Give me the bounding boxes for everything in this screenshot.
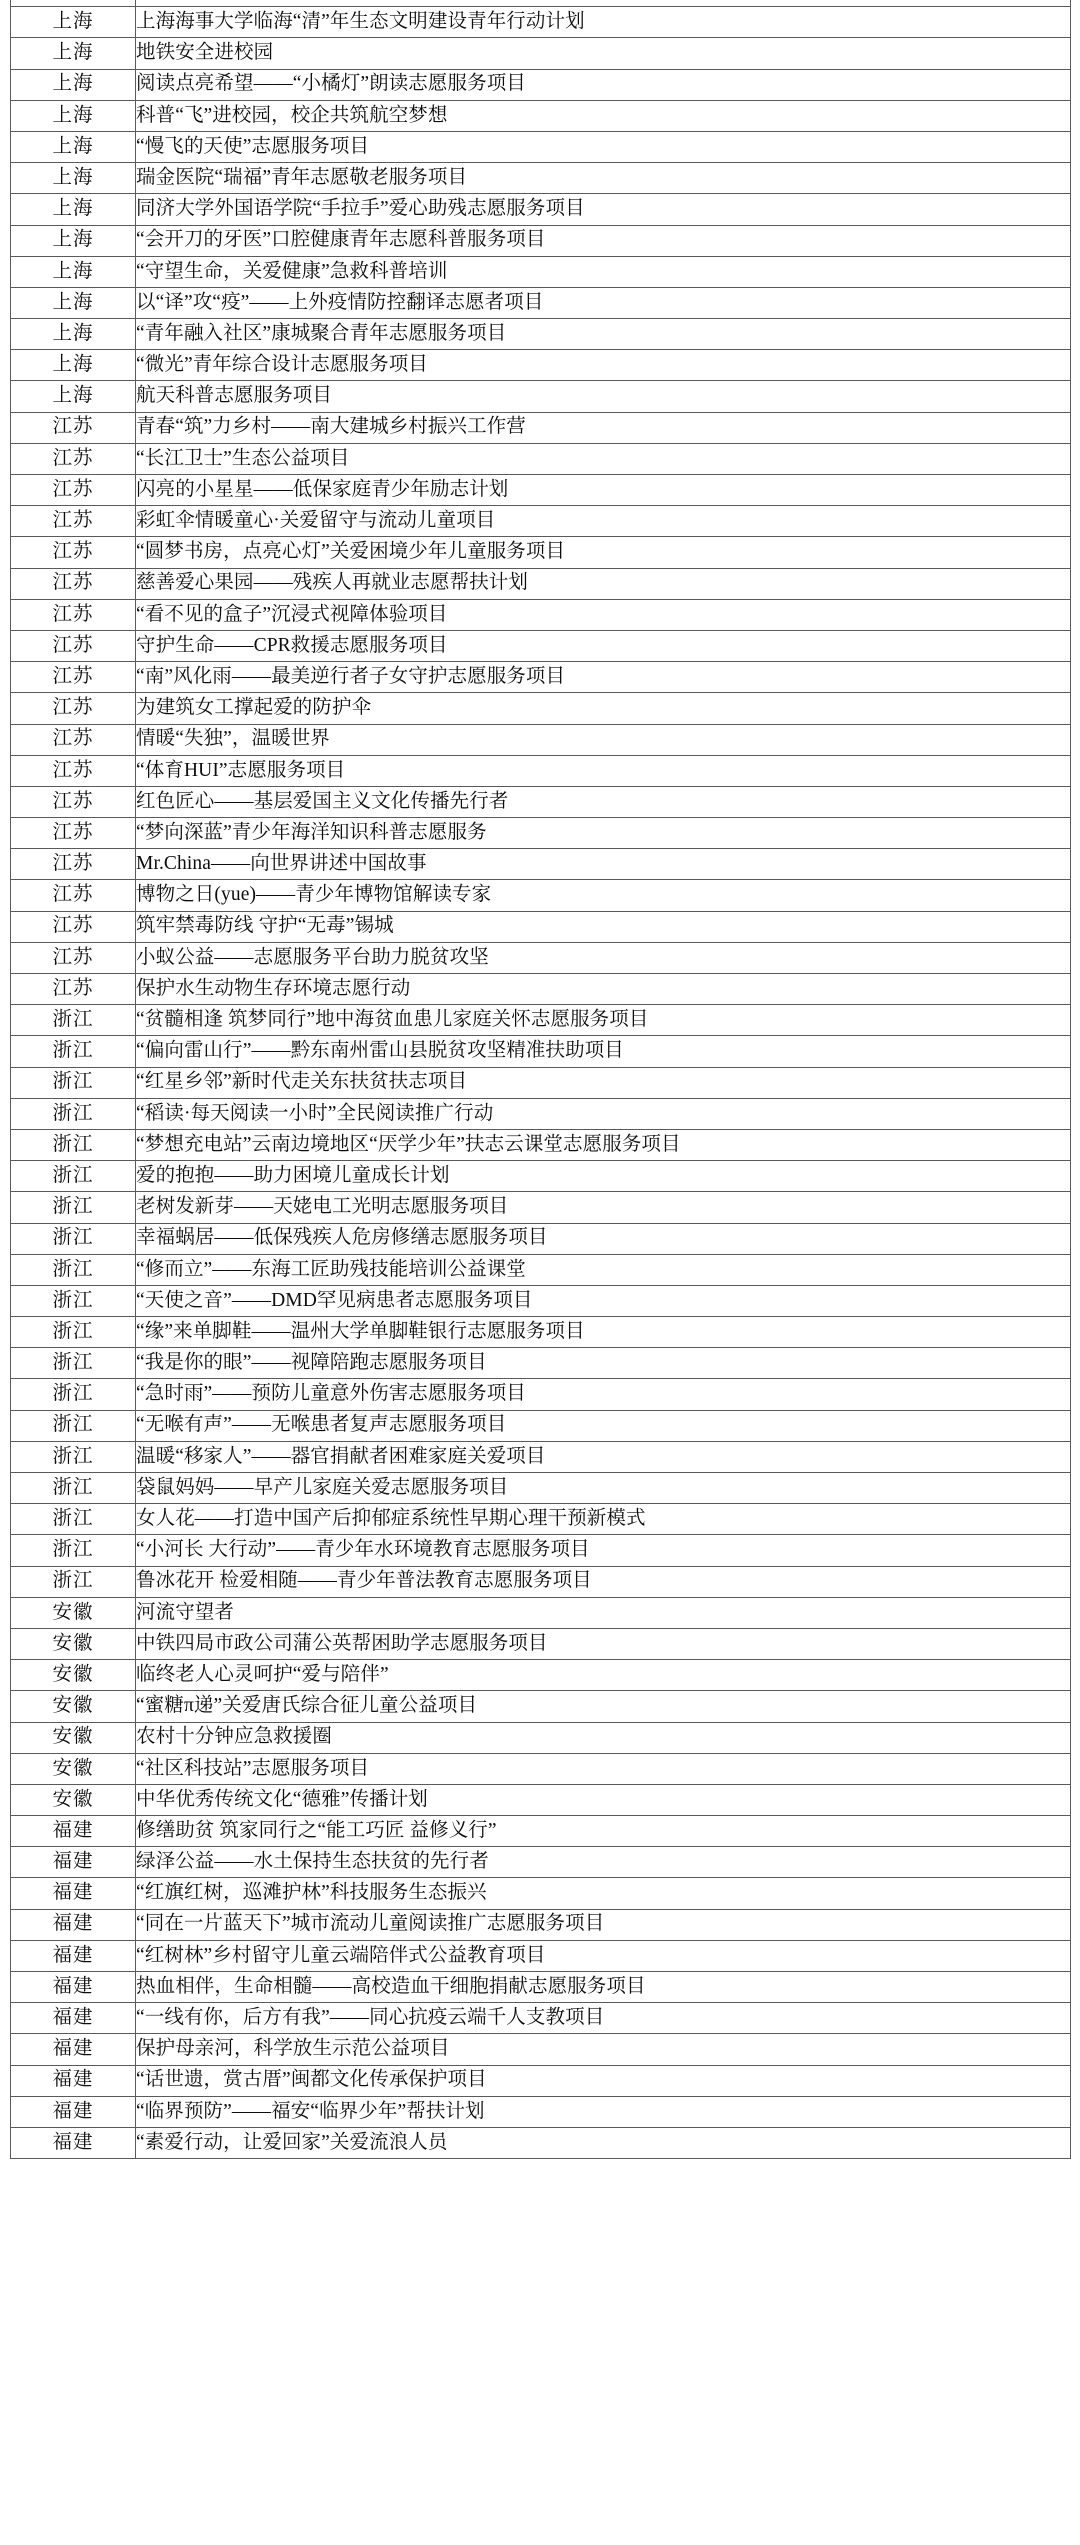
table-row [11, 693, 1071, 724]
cell-project-name: “偏向雷山行”——黔东南州雷山县脱贫攻坚精准扶助项目 [136, 1036, 1071, 1067]
table-row [11, 1317, 1071, 1348]
cell-region: 上海 [11, 131, 136, 162]
cell-region: 上海 [11, 38, 136, 69]
table-row [11, 599, 1071, 630]
cell-project-name: “蜜糖π递”关爱唐氏综合征儿童公益项目 [136, 1691, 1071, 1722]
cell-project-name: 青春“筑”力乡村——南大建城乡村振兴工作营 [136, 412, 1071, 443]
table-row [11, 506, 1071, 537]
cell-project-name: 保护水生动物生存环境志愿行动 [136, 974, 1071, 1005]
table-row [11, 287, 1071, 318]
cell-region [11, 0, 136, 7]
cell-region: 福建 [11, 1909, 136, 1940]
cell-region: 福建 [11, 1972, 136, 2003]
table-row [11, 350, 1071, 381]
cell-region: 福建 [11, 2096, 136, 2127]
cell-region: 安徽 [11, 1597, 136, 1628]
table-row [11, 1192, 1071, 1223]
cell-project-name: Mr.China——向世界讲述中国故事 [136, 849, 1071, 880]
table-row [11, 974, 1071, 1005]
table-row [11, 69, 1071, 100]
cell-project-name: 幸福蜗居——低保残疾人危房修缮志愿服务项目 [136, 1223, 1071, 1254]
cell-region: 上海 [11, 69, 136, 100]
table-body [11, 0, 1071, 2159]
cell-region: 上海 [11, 163, 136, 194]
cell-project-name: “红星乡邻”新时代走关东扶贫扶志项目 [136, 1067, 1071, 1098]
cell-region: 江苏 [11, 506, 136, 537]
table-row [11, 1441, 1071, 1472]
table-row [11, 662, 1071, 693]
table-row [11, 381, 1071, 412]
cell-region: 安徽 [11, 1691, 136, 1722]
cell-project-name: 河流守望者 [136, 1597, 1071, 1628]
table-row [11, 1098, 1071, 1129]
cell-region: 福建 [11, 2065, 136, 2096]
cell-project-name: “长江卫士”生态公益项目 [136, 443, 1071, 474]
cell-region: 浙江 [11, 1223, 136, 1254]
cell-project-name: 女人花——打造中国产后抑郁症系统性早期心理干预新模式 [136, 1504, 1071, 1535]
table-row [11, 755, 1071, 786]
table-row [11, 1223, 1071, 1254]
cell-region: 上海 [11, 319, 136, 350]
cell-project-name: 小蚁公益——志愿服务平台助力脱贫攻坚 [136, 942, 1071, 973]
cell-project-name: 闪亮的小星星——低保家庭青少年励志计划 [136, 475, 1071, 506]
cell-region: 福建 [11, 2034, 136, 2065]
table-row [11, 1535, 1071, 1566]
cell-project-name: “小河长 大行动”——青少年水环境教育志愿服务项目 [136, 1535, 1071, 1566]
cell-region: 浙江 [11, 1254, 136, 1285]
cell-project-name: 守护生命——CPR救援志愿服务项目 [136, 630, 1071, 661]
table-row [11, 1722, 1071, 1753]
cell-project-name: 情暖“失独”，温暖世界 [136, 724, 1071, 755]
cell-project-name: 为建筑女工撑起爱的防护伞 [136, 693, 1071, 724]
cell-region: 江苏 [11, 942, 136, 973]
table-row [11, 2127, 1071, 2158]
cell-region: 江苏 [11, 443, 136, 474]
table-row [11, 1847, 1071, 1878]
cell-project-name: 中铁四局市政公司蒲公英帮困助学志愿服务项目 [136, 1628, 1071, 1659]
table-row [11, 475, 1071, 506]
table-row [11, 2065, 1071, 2096]
table-row [11, 818, 1071, 849]
cell-region: 安徽 [11, 1784, 136, 1815]
cell-project-name: 科普“飞”进校园，校企共筑航空梦想 [136, 100, 1071, 131]
cell-project-name: 上海海事大学临海“清”年生态文明建设青年行动计划 [136, 7, 1071, 38]
cell-project-name: 修缮助贫 筑家同行之“能工巧匠 益修义行” [136, 1816, 1071, 1847]
table-row [11, 163, 1071, 194]
cell-project-name: 同济大学外国语学院“手拉手”爱心助残志愿服务项目 [136, 194, 1071, 225]
cell-region: 浙江 [11, 1067, 136, 1098]
cell-region: 浙江 [11, 1285, 136, 1316]
cell-region: 浙江 [11, 1410, 136, 1441]
cell-project-name: “慢飞的天使”志愿服务项目 [136, 131, 1071, 162]
cell-project-name: 地铁安全进校园 [136, 38, 1071, 69]
cell-region: 江苏 [11, 475, 136, 506]
cell-region: 江苏 [11, 849, 136, 880]
table-row [11, 942, 1071, 973]
cell-project-name: “无喉有声”——无喉患者复声志愿服务项目 [136, 1410, 1071, 1441]
cell-project-name: 临终老人心灵呵护“爱与陪伴” [136, 1660, 1071, 1691]
cell-region: 浙江 [11, 1036, 136, 1067]
cell-region: 浙江 [11, 1441, 136, 1472]
table-row [11, 1504, 1071, 1535]
cell-region: 上海 [11, 381, 136, 412]
project-table [10, 0, 1071, 2159]
table-row [11, 443, 1071, 474]
cell-region: 浙江 [11, 1317, 136, 1348]
cell-project-name: “南”风化雨——最美逆行者子女守护志愿服务项目 [136, 662, 1071, 693]
table-row [11, 1129, 1071, 1160]
table-row [11, 1067, 1071, 1098]
cell-region: 江苏 [11, 724, 136, 755]
cell-project-name: “贫髓相逢 筑梦同行”地中海贫血患儿家庭关怀志愿服务项目 [136, 1005, 1071, 1036]
cell-project-name: “梦想充电站”云南边境地区“厌学少年”扶志云课堂志愿服务项目 [136, 1129, 1071, 1160]
cell-region: 江苏 [11, 537, 136, 568]
cell-project-name: “我是你的眼”——视障陪跑志愿服务项目 [136, 1348, 1071, 1379]
cell-project-name: 慈善爱心果园——残疾人再就业志愿帮扶计划 [136, 568, 1071, 599]
table-row [11, 1784, 1071, 1815]
cell-project-name: “临界预防”——福安“临界少年”帮扶计划 [136, 2096, 1071, 2127]
table-row [11, 1161, 1071, 1192]
cell-region: 浙江 [11, 1535, 136, 1566]
cell-project-name: “微光”青年综合设计志愿服务项目 [136, 350, 1071, 381]
cell-project-name: 老树发新芽——天姥电工光明志愿服务项目 [136, 1192, 1071, 1223]
cell-region: 江苏 [11, 662, 136, 693]
cell-region: 浙江 [11, 1098, 136, 1129]
cell-project-name: “梦向深蓝”青少年海洋知识科普志愿服务 [136, 818, 1071, 849]
cell-region: 浙江 [11, 1566, 136, 1597]
cell-region: 福建 [11, 1940, 136, 1971]
table-row [11, 2034, 1071, 2065]
cell-region: 上海 [11, 225, 136, 256]
cell-project-name: “天使之音”——DMD罕见病患者志愿服务项目 [136, 1285, 1071, 1316]
cell-region: 浙江 [11, 1348, 136, 1379]
cell-region: 浙江 [11, 1379, 136, 1410]
table-row [11, 1972, 1071, 2003]
cell-project-name: 爱的抱抱——助力困境儿童成长计划 [136, 1161, 1071, 1192]
table-row [11, 849, 1071, 880]
cell-project-name: 保护母亲河，科学放生示范公益项目 [136, 2034, 1071, 2065]
cell-region: 浙江 [11, 1473, 136, 1504]
cell-region: 安徽 [11, 1628, 136, 1659]
cell-region: 上海 [11, 256, 136, 287]
cell-project-name: “守望生命，关爱健康”急救科普培训 [136, 256, 1071, 287]
cell-project-name: 袋鼠妈妈——早产儿家庭关爱志愿服务项目 [136, 1473, 1071, 1504]
cell-region: 江苏 [11, 974, 136, 1005]
cell-project-name: “看不见的盒子”沉浸式视障体验项目 [136, 599, 1071, 630]
cell-project-name: 以“译”攻“疫”——上外疫情防控翻译志愿者项目 [136, 287, 1071, 318]
cell-project-name: “素爱行动，让爱回家”关爱流浪人员 [136, 2127, 1071, 2158]
cell-region: 福建 [11, 2127, 136, 2158]
cell-region: 江苏 [11, 568, 136, 599]
cell-region: 江苏 [11, 786, 136, 817]
cell-region: 上海 [11, 287, 136, 318]
cell-project-name: “稻读·每天阅读一小时”全民阅读推广行动 [136, 1098, 1071, 1129]
cell-project-name: 温暖“移家人”——器官捐献者困难家庭关爱项目 [136, 1441, 1071, 1472]
cell-region: 上海 [11, 194, 136, 225]
cell-region: 安徽 [11, 1660, 136, 1691]
table-row [11, 1628, 1071, 1659]
cell-region: 浙江 [11, 1192, 136, 1223]
cell-region: 上海 [11, 100, 136, 131]
cell-project-name: “缘”来单脚鞋——温州大学单脚鞋银行志愿服务项目 [136, 1317, 1071, 1348]
cell-project-name: “体育HUI”志愿服务项目 [136, 755, 1071, 786]
cell-project-name: 热血相伴，生命相髓——高校造血干细胞捐献志愿服务项目 [136, 1972, 1071, 2003]
table-row [11, 911, 1071, 942]
table-row [11, 880, 1071, 911]
cell-region: 上海 [11, 7, 136, 38]
cell-project-name: “一线有你，后方有我”——同心抗疫云端千人支教项目 [136, 2003, 1071, 2034]
cell-region: 福建 [11, 1847, 136, 1878]
cell-project-name: “圆梦书房，点亮心灯”关爱困境少年儿童服务项目 [136, 537, 1071, 568]
cell-project-name: “红树林”乡村留守儿童云端陪伴式公益教育项目 [136, 1940, 1071, 1971]
table-row [11, 568, 1071, 599]
cell-project-name: 中华优秀传统文化“德雅”传播计划 [136, 1784, 1071, 1815]
table-row [11, 256, 1071, 287]
cell-region: 江苏 [11, 755, 136, 786]
table-row [11, 2003, 1071, 2034]
cell-project-name: “社区科技站”志愿服务项目 [136, 1753, 1071, 1784]
table-row [11, 1753, 1071, 1784]
cell-region: 福建 [11, 1816, 136, 1847]
cell-project-name: 农村十分钟应急救援圈 [136, 1722, 1071, 1753]
table-row [11, 131, 1071, 162]
cell-region: 江苏 [11, 818, 136, 849]
cell-region: 江苏 [11, 599, 136, 630]
cell-project-name [136, 0, 1071, 7]
table-row [11, 1691, 1071, 1722]
cell-project-name: “急时雨”——预防儿童意外伤害志愿服务项目 [136, 1379, 1071, 1410]
cell-project-name: “修而立”——东海工匠助残技能培训公益课堂 [136, 1254, 1071, 1285]
cell-region: 江苏 [11, 693, 136, 724]
cell-region: 江苏 [11, 412, 136, 443]
table-row [11, 1816, 1071, 1847]
table-row [11, 1473, 1071, 1504]
cell-region: 江苏 [11, 880, 136, 911]
cell-region: 安徽 [11, 1753, 136, 1784]
table-row [11, 630, 1071, 661]
cell-project-name: 阅读点亮希望——“小橘灯”朗读志愿服务项目 [136, 69, 1071, 100]
cell-project-name: 鲁冰花开 检爱相随——青少年普法教育志愿服务项目 [136, 1566, 1071, 1597]
table-row [11, 1909, 1071, 1940]
table-row [11, 194, 1071, 225]
table-row [11, 225, 1071, 256]
cell-region: 浙江 [11, 1129, 136, 1160]
table-row [11, 7, 1071, 38]
table-row [11, 1036, 1071, 1067]
cell-project-name: “同在一片蓝天下”城市流动儿童阅读推广志愿服务项目 [136, 1909, 1071, 1940]
table-row [11, 0, 1071, 7]
table-row [11, 1348, 1071, 1379]
table-row [11, 100, 1071, 131]
cell-project-name: 红色匠心——基层爱国主义文化传播先行者 [136, 786, 1071, 817]
table-row [11, 724, 1071, 755]
cell-region: 浙江 [11, 1005, 136, 1036]
table-row [11, 1285, 1071, 1316]
cell-region: 浙江 [11, 1504, 136, 1535]
table-row [11, 1566, 1071, 1597]
table-row [11, 786, 1071, 817]
cell-project-name: “会开刀的牙医”口腔健康青年志愿科普服务项目 [136, 225, 1071, 256]
cell-region: 福建 [11, 1878, 136, 1909]
table-row [11, 38, 1071, 69]
cell-region: 上海 [11, 350, 136, 381]
table-row [11, 2096, 1071, 2127]
table-row [11, 319, 1071, 350]
table-row [11, 1597, 1071, 1628]
table-row [11, 1005, 1071, 1036]
cell-project-name: “青年融入社区”康城聚合青年志愿服务项目 [136, 319, 1071, 350]
cell-project-name: 瑞金医院“瑞福”青年志愿敬老服务项目 [136, 163, 1071, 194]
cell-region: 江苏 [11, 911, 136, 942]
table-row [11, 1379, 1071, 1410]
table-row [11, 1660, 1071, 1691]
table-row [11, 412, 1071, 443]
cell-project-name: “红旗红树，巡滩护林”科技服务生态振兴 [136, 1878, 1071, 1909]
cell-project-name: 彩虹伞情暖童心·关爱留守与流动儿童项目 [136, 506, 1071, 537]
cell-region: 福建 [11, 2003, 136, 2034]
cell-project-name: “话世遗，赏古厝”闽都文化传承保护项目 [136, 2065, 1071, 2096]
table-row [11, 1940, 1071, 1971]
cell-region: 江苏 [11, 630, 136, 661]
table-row [11, 1254, 1071, 1285]
cell-project-name: 博物之日(yue)——青少年博物馆解读专家 [136, 880, 1071, 911]
cell-region: 浙江 [11, 1161, 136, 1192]
cell-region: 安徽 [11, 1722, 136, 1753]
cell-project-name: 筑牢禁毒防线 守护“无毒”锡城 [136, 911, 1071, 942]
table-row [11, 1878, 1071, 1909]
table-row [11, 1410, 1071, 1441]
cell-project-name: 绿泽公益——水土保持生态扶贫的先行者 [136, 1847, 1071, 1878]
table-row [11, 537, 1071, 568]
cell-project-name: 航天科普志愿服务项目 [136, 381, 1071, 412]
